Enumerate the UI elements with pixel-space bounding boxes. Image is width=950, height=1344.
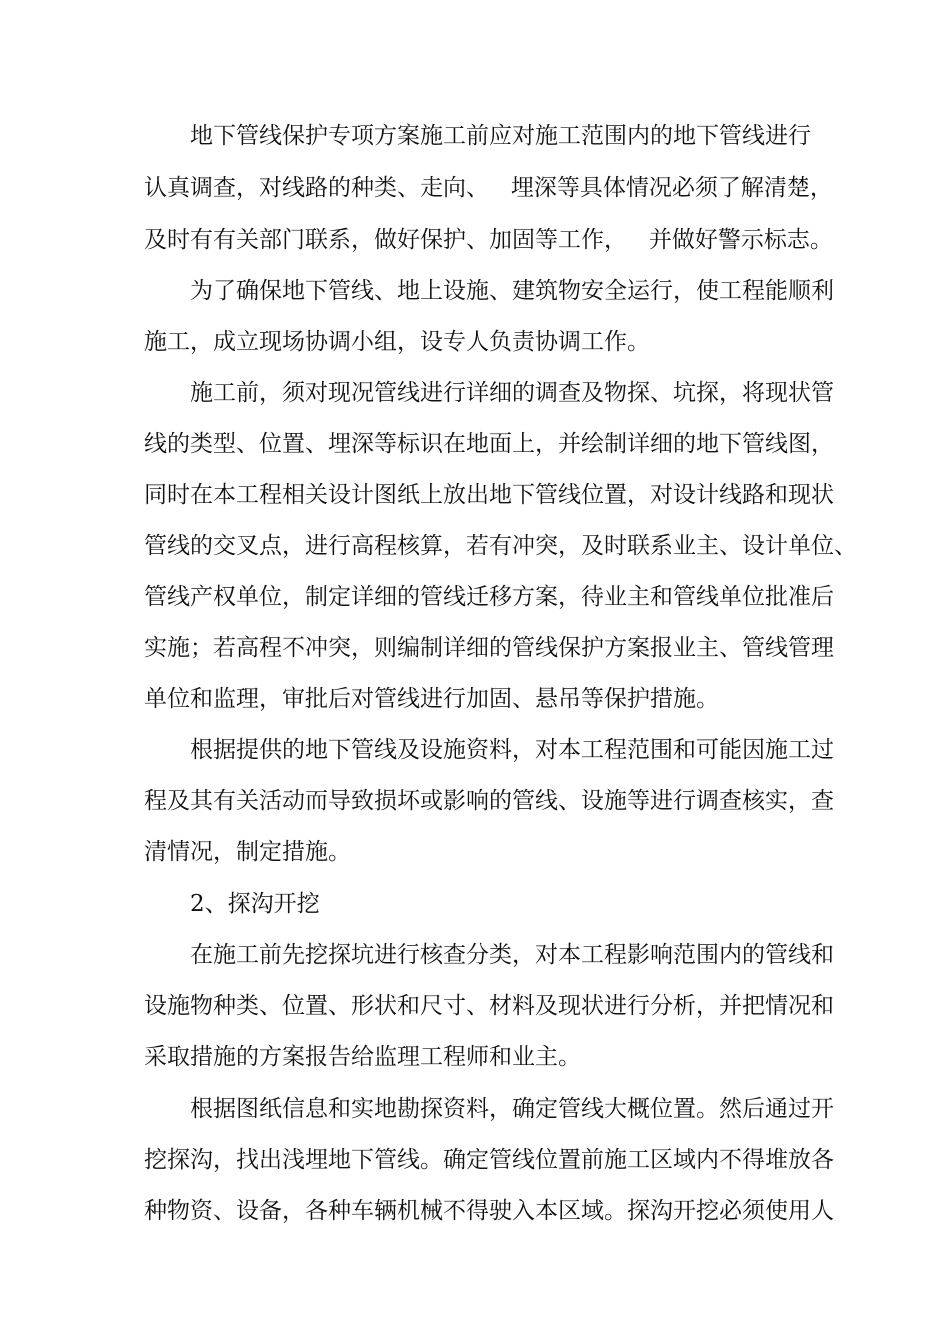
- text-line: 单位和监理，审批后对管线进行加固、悬吊等保护措施。: [144, 686, 719, 712]
- text-line: 施工，成立现场协调小组，设专人负责协调工作。: [144, 329, 650, 355]
- text-line: 根据提供的地下管线及设施资料，对本工程范围和可能因施工过: [190, 737, 834, 763]
- text-line: 在施工前先挖探坑进行核查分类，对本工程影响范围内的管线和: [190, 942, 834, 968]
- text-line: 认真调查，对线路的种类、走向、 埋深等具体情况必须了解清楚，: [144, 175, 833, 201]
- text-line: 根据图纸信息和实地勘探资料，确定管线大概位置。然后通过开: [190, 1096, 834, 1122]
- text-line: 同时在本工程相关设计图纸上放出地下管线位置，对设计线路和现状: [144, 482, 834, 508]
- text-line: 管线的交叉点，进行高程核算，若有冲突，及时联系业主、设计单位、: [144, 533, 857, 559]
- text-line: 地下管线保护专项方案施工前应对施工范围内的地下管线进行: [190, 123, 811, 149]
- text-line: 挖探沟，找出浅埋地下管线。确定管线位置前施工区域内不得堆放各: [144, 1147, 834, 1173]
- text-line: 实施；若高程不冲突，则编制详细的管线保护方案报业主、管线管理: [144, 635, 834, 661]
- text-line: 采取措施的方案报告给监理工程师和业主。: [144, 1044, 581, 1070]
- text-line: 管线产权单位，制定详细的管线迁移方案，待业主和管线单位批准后: [144, 584, 834, 610]
- text-line: 种物资、设备，各种车辆机械不得驶入本区域。探沟开挖必须使用人: [144, 1198, 834, 1224]
- text-line: 线的类型、位置、埋深等标识在地面上，并绘制详细的地下管线图，: [144, 431, 834, 457]
- text-line: 清情况，制定措施。: [144, 839, 351, 865]
- text-line: 设施物种类、位置、形状和尺寸、材料及现状进行分析，并把情况和: [144, 993, 834, 1019]
- text-line: 程及其有关活动而导致损坏或影响的管线、设施等进行调查核实，查: [144, 788, 834, 814]
- text-line: 为了确保地下管线、地上设施、建筑物安全运行，使工程能顺利: [190, 278, 834, 304]
- text-line: 施工前，须对现况管线进行详细的调查及物探、坑探，将现状管: [190, 380, 834, 406]
- text-line: 及时有有关部门联系，做好保护、加固等工作， 并做好警示标志。: [144, 227, 833, 253]
- section-heading: 2、探沟开挖: [190, 891, 320, 917]
